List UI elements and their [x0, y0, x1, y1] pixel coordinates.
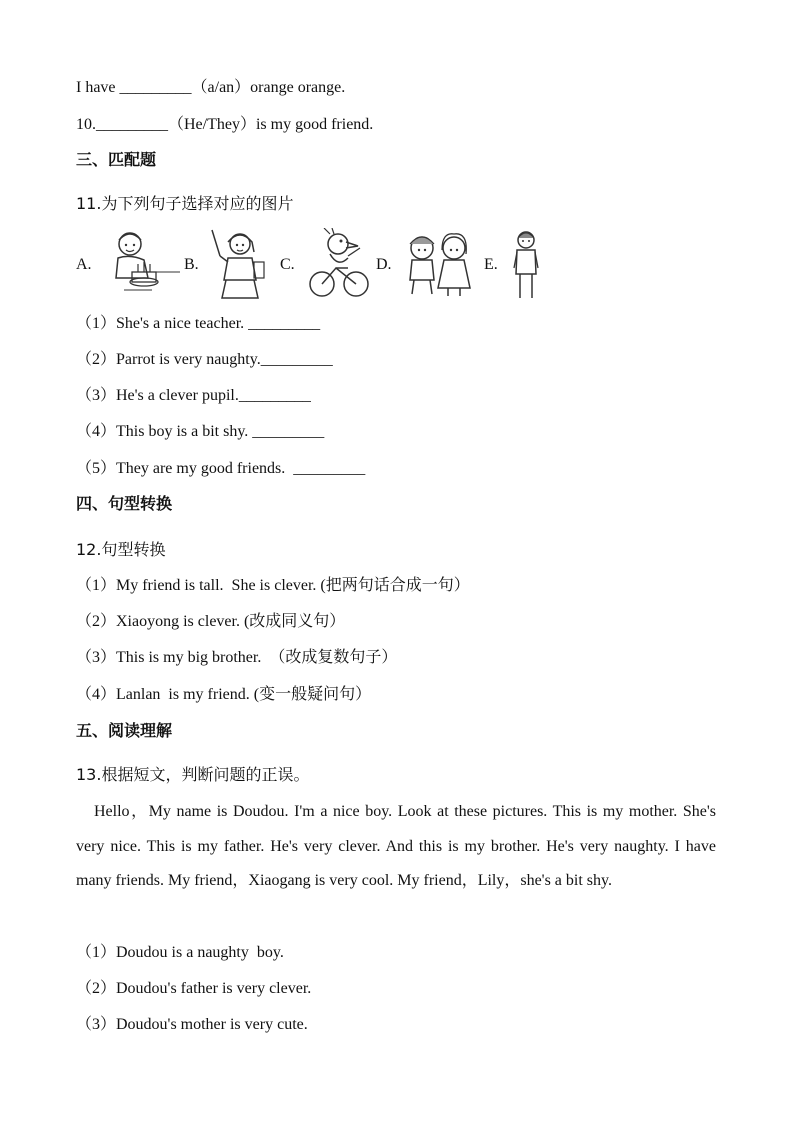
reading-item-3: （3）Doudou's mother is very cute. [76, 1016, 308, 1033]
reading-passage: Hello，My name is Doudou. I'm a nice boy. Look at these pictures. This is my mother. She's very nice. This is my father. He's very clever. And this is my brother. He's very naughty. I have many friends. My friend，Xiaogang is very cool. My friend，Lily，she's a bit shy. [76, 803, 716, 889]
question-10: 10._________（He/They）is my good friend. [76, 116, 374, 133]
match-item-3: （3）He's a clever pupil._________ [76, 387, 311, 404]
question-12: 12.句型转换 [76, 540, 166, 559]
transform-item-4: （4）Lanlan is my friend. (变一般疑问句） [76, 686, 372, 703]
option-a-label: A. [76, 256, 92, 273]
fill-in-line-orange: I have _________（a/an）orange orange. [76, 79, 346, 96]
match-item-4: （4）This boy is a bit shy. _________ [76, 423, 325, 440]
option-d-label: D. [376, 256, 392, 273]
teacher-with-pointer-picture [206, 228, 276, 300]
question-11: 11.为下列句子选择对应的图片 [76, 194, 294, 213]
shy-boy-picture [508, 228, 544, 300]
two-friends-picture [402, 228, 476, 300]
match-item-1: （1）She's a nice teacher. _________ [76, 315, 321, 332]
option-e-label: E. [484, 256, 498, 273]
question-13: 13.根据短文，判断问题的正误。 [76, 765, 310, 784]
option-b-label: B. [184, 256, 199, 273]
reading-item-2: （2）Doudou's father is very clever. [76, 980, 312, 997]
option-c-label: C. [280, 256, 295, 273]
transform-item-3: （3）This is my big brother. （改成复数句子） [76, 649, 398, 666]
section-5-heading: 五、阅读理解 [76, 721, 173, 740]
transform-item-1: （1）My friend is tall. She is clever. (把两句话合成一句） [76, 577, 470, 594]
transform-item-2: （2）Xiaoyong is clever. (改成同义句） [76, 613, 346, 630]
reading-item-1: （1）Doudou is a naughty boy. [76, 944, 284, 961]
section-3-heading: 三、匹配题 [76, 150, 157, 169]
boy-with-cake-picture [104, 228, 184, 300]
picture-options-row [76, 228, 716, 300]
match-item-2: （2）Parrot is very naughty._________ [76, 351, 333, 368]
section-4-heading: 四、句型转换 [76, 494, 173, 513]
parrot-on-bike-picture [304, 228, 374, 300]
match-item-5: （5）They are my good friends. _________ [76, 460, 366, 477]
